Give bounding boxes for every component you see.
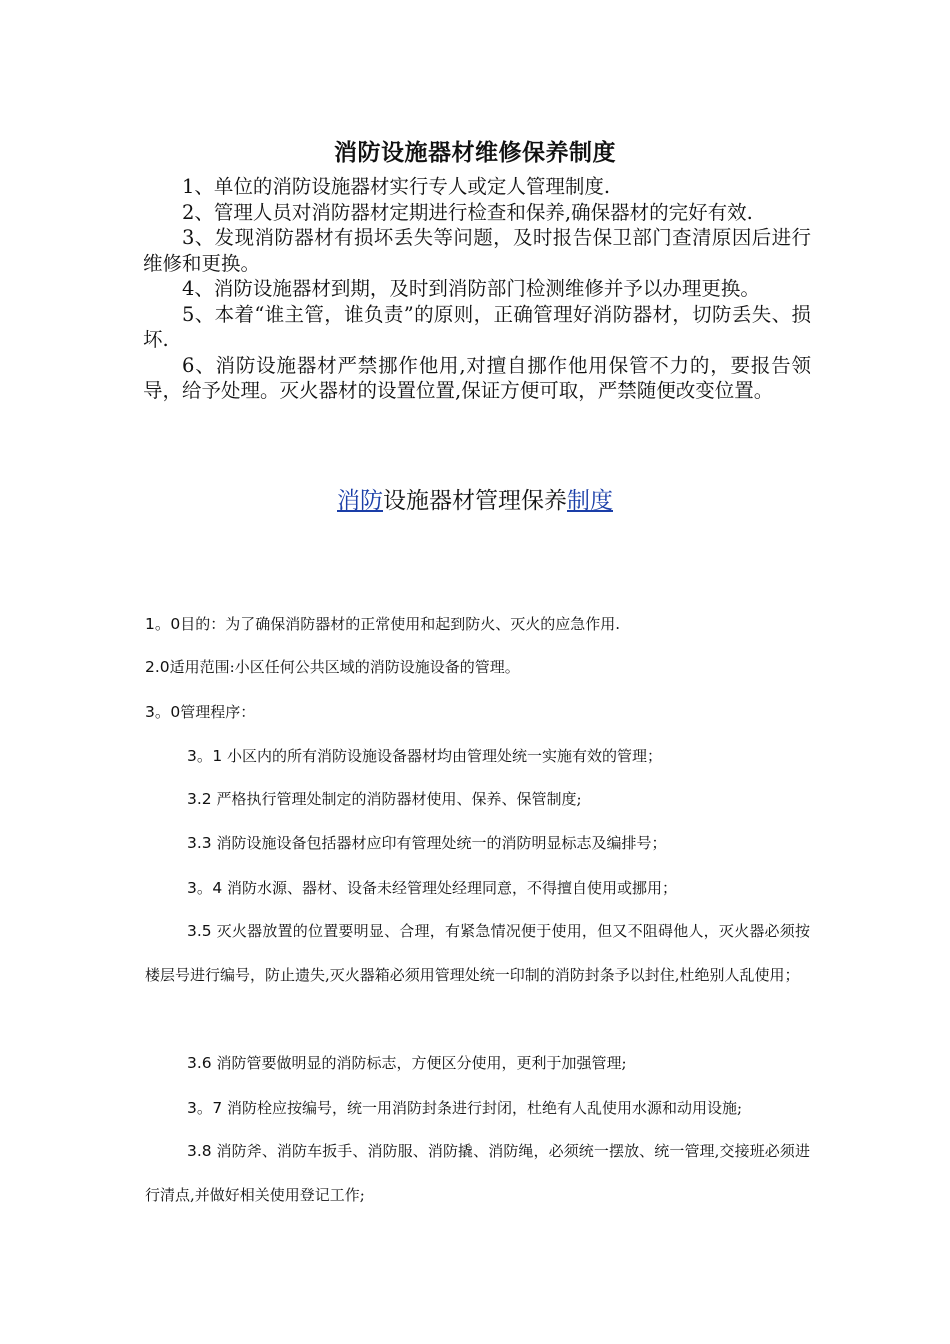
item-number: 1。0 <box>145 615 181 633</box>
item-text: 管理程序： <box>180 703 256 721</box>
rule-paragraph-2: 2、管理人员对消防器材定期进行检查和保养,确保器材的完好有效. <box>182 200 753 224</box>
item-text: 消防设施设备包括器材应印有管理处统一的消防明显标志及编排号； <box>216 834 667 852</box>
title-middle-text: 设施器材管理保养 <box>383 488 567 514</box>
item-number: 2.0 <box>145 658 170 676</box>
item-3-3 <box>187 832 666 853</box>
maintenance-rules <box>143 174 811 404</box>
item-text: 小区内的所有消防设施设备器材均由管理处统一实施有效的管理； <box>227 747 663 765</box>
rule-paragraph-3: 3、发现消防器材有损坏丢失等问题，及时报告保卫部门查清原因后进行维修和更换。 <box>143 226 811 275</box>
item-number: 3。7 <box>187 1099 223 1117</box>
item-text: 目的：为了确保消防器材的正常使用和起到防火、灭火的应急作用. <box>180 615 621 633</box>
rule-paragraph-4: 4、消防设施器材到期，及时到消防部门检测维修并予以办理更换。 <box>182 277 760 300</box>
item-number: 3。0 <box>145 703 181 721</box>
item-3-5 <box>145 909 810 997</box>
item-number: 3.3 <box>187 834 212 852</box>
item-text: 严格执行管理处制定的消防器材使用、保养、保管制度; <box>216 790 582 808</box>
item-3-1 <box>187 744 662 766</box>
item-scope <box>145 656 520 677</box>
title-link-system[interactable]: 制度 <box>567 488 613 514</box>
rule-paragraph-6: 6、消防设施器材严禁挪作他用,对擅自挪作他用保管不力的，要报告领导，给予处理。灭火器材的设置位置,保证方便可取，严禁随便改变位置。 <box>143 353 811 402</box>
item-3-4 <box>187 876 677 898</box>
rule-paragraph-1: 1、单位的消防设施器材实行专人或定人管理制度. <box>182 175 611 198</box>
item-number: 3。4 <box>187 879 223 897</box>
item-text: 消防栓应按编号，统一用消防封条进行封闭，杜绝有人乱使用水源和动用设施; <box>227 1099 743 1117</box>
title-link-fire-protection[interactable]: 消防 <box>337 488 383 514</box>
item-number: 3.8 <box>187 1142 212 1160</box>
item-text: 消防管要做明显的消防标志，方便区分使用，更利于加强管理; <box>216 1054 627 1072</box>
item-number: 3.5 <box>187 922 212 940</box>
item-3-2 <box>187 788 582 809</box>
item-3-6 <box>187 1052 627 1073</box>
item-number: 3.6 <box>187 1054 212 1072</box>
item-text: 适用范围:小区任何公共区域的消防设施设备的管理。 <box>169 658 520 676</box>
item-3-7 <box>187 1096 742 1118</box>
item-text: 消防斧、消防车扳手、消防服、消防撬、消防绳，必须统一摆放、统一管理,交接班必须进行清点,并做好相关使用登记工作; <box>145 1142 810 1204</box>
item-text: 消防水源、器材、设备未经管理处经理同意，不得擅自使用或挪用； <box>227 879 678 897</box>
item-purpose <box>145 612 620 634</box>
rule-paragraph-5: 5、本着“谁主管，谁负责”的原则，正确管理好消防器材，切防丢失、损坏. <box>143 302 811 351</box>
item-text: 灭火器放置的位置要明显、合理，有紧急情况便于使用，但又不阻碍他人，灭火器必须按楼层号进行编号，防止遗失,灭火器箱必须用管理处统一印制的消防封条予以封住,杜绝别人乱使用； <box>145 922 810 984</box>
document-title: 消防设施器材维修保养制度 <box>334 139 616 166</box>
item-procedures <box>145 700 255 722</box>
item-number: 3.2 <box>187 790 212 808</box>
item-number: 3。1 <box>187 747 223 765</box>
section-title <box>0 482 950 515</box>
item-3-8 <box>145 1129 810 1217</box>
